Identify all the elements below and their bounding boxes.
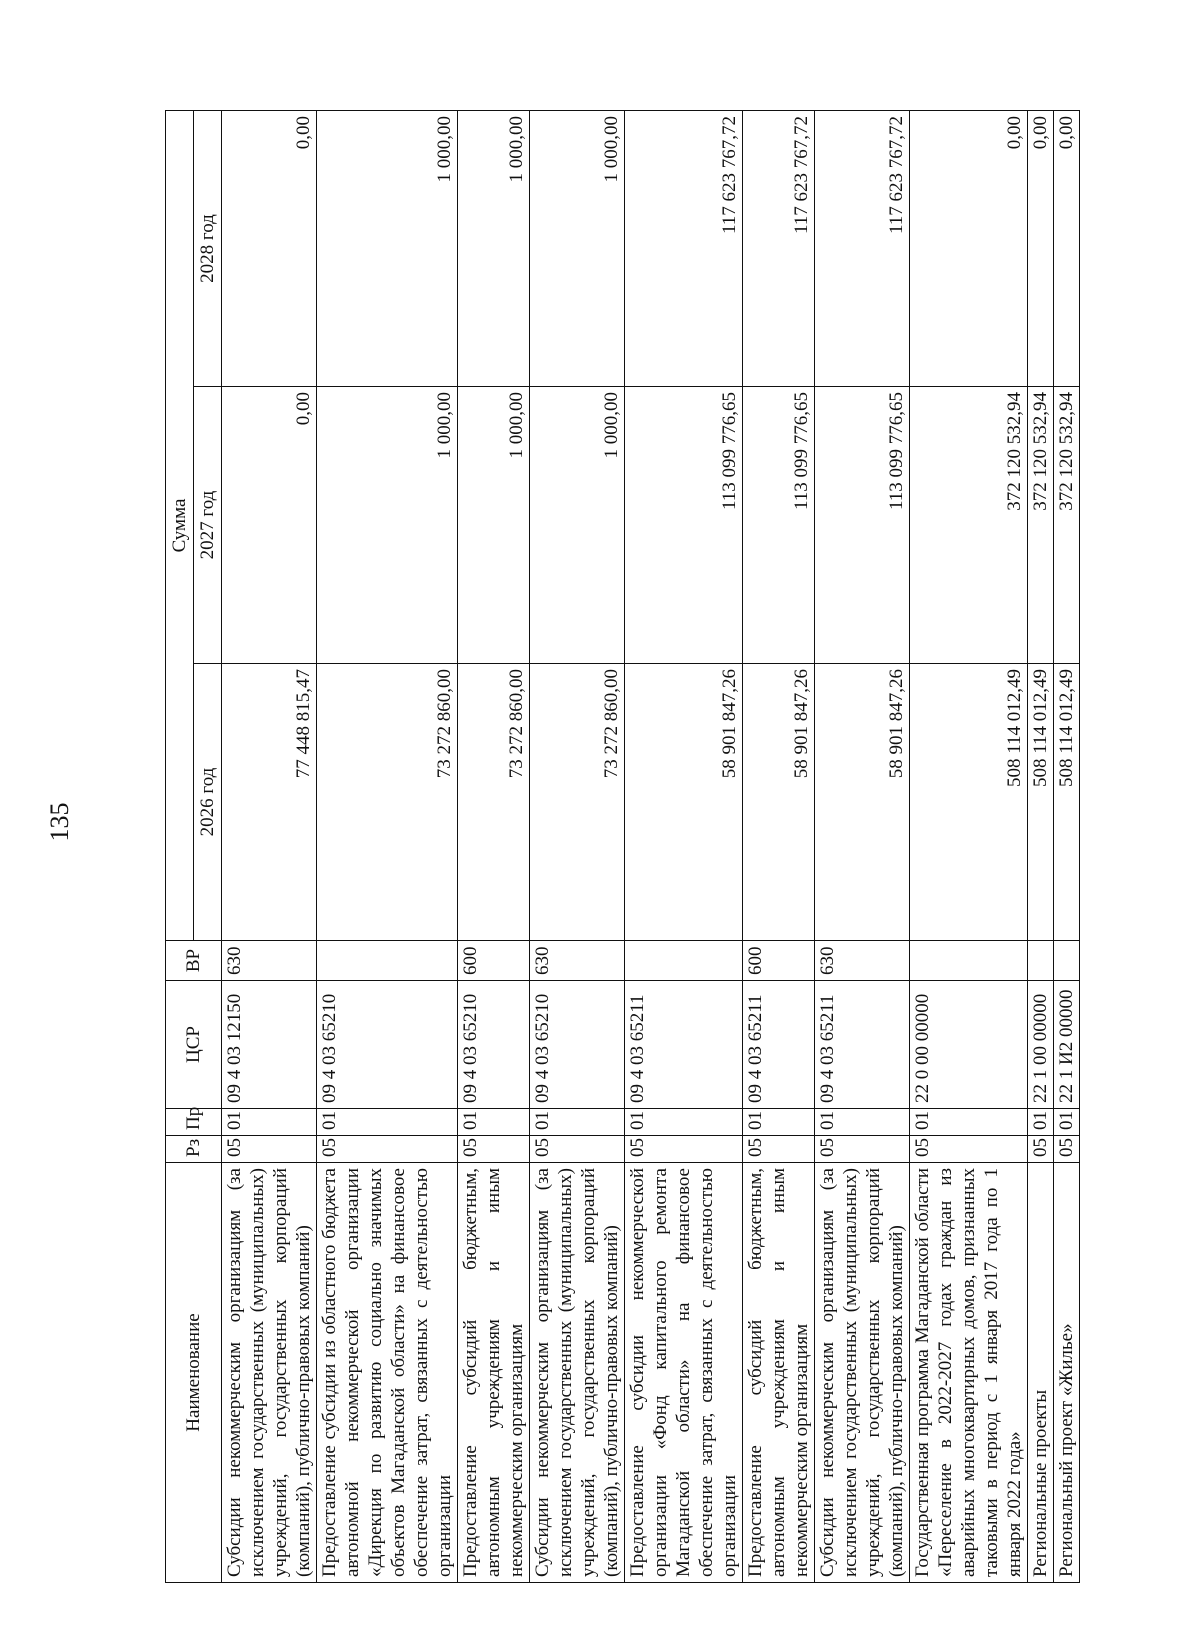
row-rz: 05 xyxy=(743,1136,815,1163)
row-csr: 09 4 03 65211 xyxy=(815,981,910,1109)
row-csr: 22 1 00 00000 xyxy=(1028,981,1054,1109)
row-2026: 58 901 847,26 xyxy=(743,664,815,941)
row-vr: 600 xyxy=(743,941,815,981)
row-2027: 372 120 532,94 xyxy=(1054,387,1080,664)
row-name: Субсидии некоммерческим организациям (за исключением государственных (муниципальных) учреждений, государственных корпораций (компаний), публично-правовых компаний) xyxy=(530,1163,625,1583)
row-2028: 1 000,00 xyxy=(530,110,625,386)
row-2026: 58 901 847,26 xyxy=(815,664,910,941)
header-csr: ЦСР xyxy=(166,981,222,1109)
row-2027: 1 000,00 xyxy=(317,387,458,664)
row-2026: 508 114 012,49 xyxy=(1054,664,1080,941)
row-2027: 113 099 776,65 xyxy=(625,387,743,664)
row-pr: 01 xyxy=(530,1109,625,1136)
row-2026: 77 448 815,47 xyxy=(222,664,317,941)
row-pr: 01 xyxy=(625,1109,743,1136)
row-vr xyxy=(1054,941,1080,981)
row-2027: 1 000,00 xyxy=(530,387,625,664)
row-rz: 05 xyxy=(458,1136,530,1163)
row-2028: 117 623 767,72 xyxy=(815,110,910,386)
row-rz: 05 xyxy=(625,1136,743,1163)
row-2028: 1 000,00 xyxy=(458,110,530,386)
row-rz: 05 xyxy=(222,1136,317,1163)
row-2027: 372 120 532,94 xyxy=(910,387,1028,664)
row-name: Государственная программа Магаданской области «Переселение в 2022-2027 годах граждан из аварийных многоквартирных домов, признанных таковыми в период с 1 января 2017 года по 1 января 2022 года» xyxy=(910,1163,1028,1583)
row-pr: 01 xyxy=(222,1109,317,1136)
row-pr: 01 xyxy=(743,1109,815,1136)
row-pr: 01 xyxy=(910,1109,1028,1136)
table-row xyxy=(743,110,815,1582)
row-2026: 73 272 860,00 xyxy=(458,664,530,941)
row-pr: 01 xyxy=(1028,1109,1054,1136)
row-name: Предоставление субсидий бюджетным, автономным учреждениям и иным некоммерческим организациям xyxy=(458,1163,530,1583)
row-vr: 630 xyxy=(815,941,910,981)
row-2026: 73 272 860,00 xyxy=(530,664,625,941)
row-2027: 372 120 532,94 xyxy=(1028,387,1054,664)
row-rz: 05 xyxy=(317,1136,458,1163)
header-pr: Пр xyxy=(166,1109,222,1136)
row-rz: 05 xyxy=(815,1136,910,1163)
header-rz: Рз xyxy=(166,1136,222,1163)
row-name: Предоставление субсидий бюджетным, автономным учреждениям и иным некоммерческим организациям xyxy=(743,1163,815,1583)
row-name: Предоставление субсидии из областного бюджета автономной некоммерческой организации «Дирекция по развитию социально значимых объектов Магаданской области» на финансовое обеспечение затрат, связанных с деятельностью организации xyxy=(317,1163,458,1583)
row-name: Региональные проекты xyxy=(1028,1163,1054,1583)
row-csr: 09 4 03 65211 xyxy=(743,981,815,1109)
row-rz: 05 xyxy=(1028,1136,1054,1163)
row-2026: 508 114 012,49 xyxy=(1028,664,1054,941)
row-vr: 630 xyxy=(222,941,317,981)
row-2028: 1 000,00 xyxy=(317,110,458,386)
row-2028: 0,00 xyxy=(1054,110,1080,386)
header-name: Наименование xyxy=(166,1163,222,1583)
row-2027: 113 099 776,65 xyxy=(743,387,815,664)
row-2028: 117 623 767,72 xyxy=(743,110,815,386)
row-2028: 0,00 xyxy=(222,110,317,386)
row-csr: 09 4 03 12150 xyxy=(222,981,317,1109)
row-pr: 01 xyxy=(317,1109,458,1136)
row-pr: 01 xyxy=(1054,1109,1080,1136)
row-csr: 09 4 03 65211 xyxy=(625,981,743,1109)
row-vr xyxy=(317,941,458,981)
row-2027: 113 099 776,65 xyxy=(815,387,910,664)
row-2028: 0,00 xyxy=(910,110,1028,386)
row-2027: 0,00 xyxy=(222,387,317,664)
table-row xyxy=(625,110,743,1582)
row-name: Предоставление субсидии некоммерческой организации «Фонд капитального ремонта Магаданской области» на финансовое обеспечение затрат, связанных с деятельностью организации xyxy=(625,1163,743,1583)
header-vr: ВР xyxy=(166,941,222,981)
row-vr: 600 xyxy=(458,941,530,981)
header-2026: 2026 год xyxy=(194,664,222,941)
row-csr: 09 4 03 65210 xyxy=(458,981,530,1109)
table-body xyxy=(222,110,1080,1582)
header-2027: 2027 год xyxy=(194,387,222,664)
row-vr: 630 xyxy=(530,941,625,981)
header-2028: 2028 год xyxy=(194,110,222,386)
header-sum: Сумма xyxy=(166,110,194,940)
row-rz: 05 xyxy=(910,1136,1028,1163)
table-row xyxy=(222,110,317,1582)
row-pr: 01 xyxy=(458,1109,530,1136)
table-row xyxy=(815,110,910,1582)
row-name: Региональный проект «Жилье» xyxy=(1054,1163,1080,1583)
row-csr: 22 1 И2 00000 xyxy=(1054,981,1080,1109)
budget-table xyxy=(165,110,1080,1583)
row-2026: 508 114 012,49 xyxy=(910,664,1028,941)
rotated-table-container xyxy=(165,111,1077,1583)
row-pr: 01 xyxy=(815,1109,910,1136)
row-2026: 58 901 847,26 xyxy=(625,664,743,941)
row-2027: 1 000,00 xyxy=(458,387,530,664)
table-row xyxy=(458,110,530,1582)
table-row xyxy=(1028,110,1054,1582)
row-vr xyxy=(625,941,743,981)
row-csr: 09 4 03 65210 xyxy=(317,981,458,1109)
page-number: 135 xyxy=(45,802,74,842)
row-csr: 09 4 03 65210 xyxy=(530,981,625,1109)
table-row xyxy=(317,110,458,1582)
row-rz: 05 xyxy=(530,1136,625,1163)
table-row xyxy=(910,110,1028,1582)
row-vr xyxy=(910,941,1028,981)
row-name: Субсидии некоммерческим организациям (за исключением государственных (муниципальных) учреждений, государственных корпораций (компаний), публично-правовых компаний) xyxy=(222,1163,317,1583)
row-2026: 73 272 860,00 xyxy=(317,664,458,941)
row-vr xyxy=(1028,941,1054,981)
row-rz: 05 xyxy=(1054,1136,1080,1163)
row-name: Субсидии некоммерческим организациям (за исключением государственных (муниципальных) учреждений, государственных корпораций (компаний), публично-правовых компаний) xyxy=(815,1163,910,1583)
row-2028: 117 623 767,72 xyxy=(625,110,743,386)
table-row xyxy=(530,110,625,1582)
row-csr: 22 0 00 00000 xyxy=(910,981,1028,1109)
row-2028: 0,00 xyxy=(1028,110,1054,386)
table-row xyxy=(1054,110,1080,1582)
